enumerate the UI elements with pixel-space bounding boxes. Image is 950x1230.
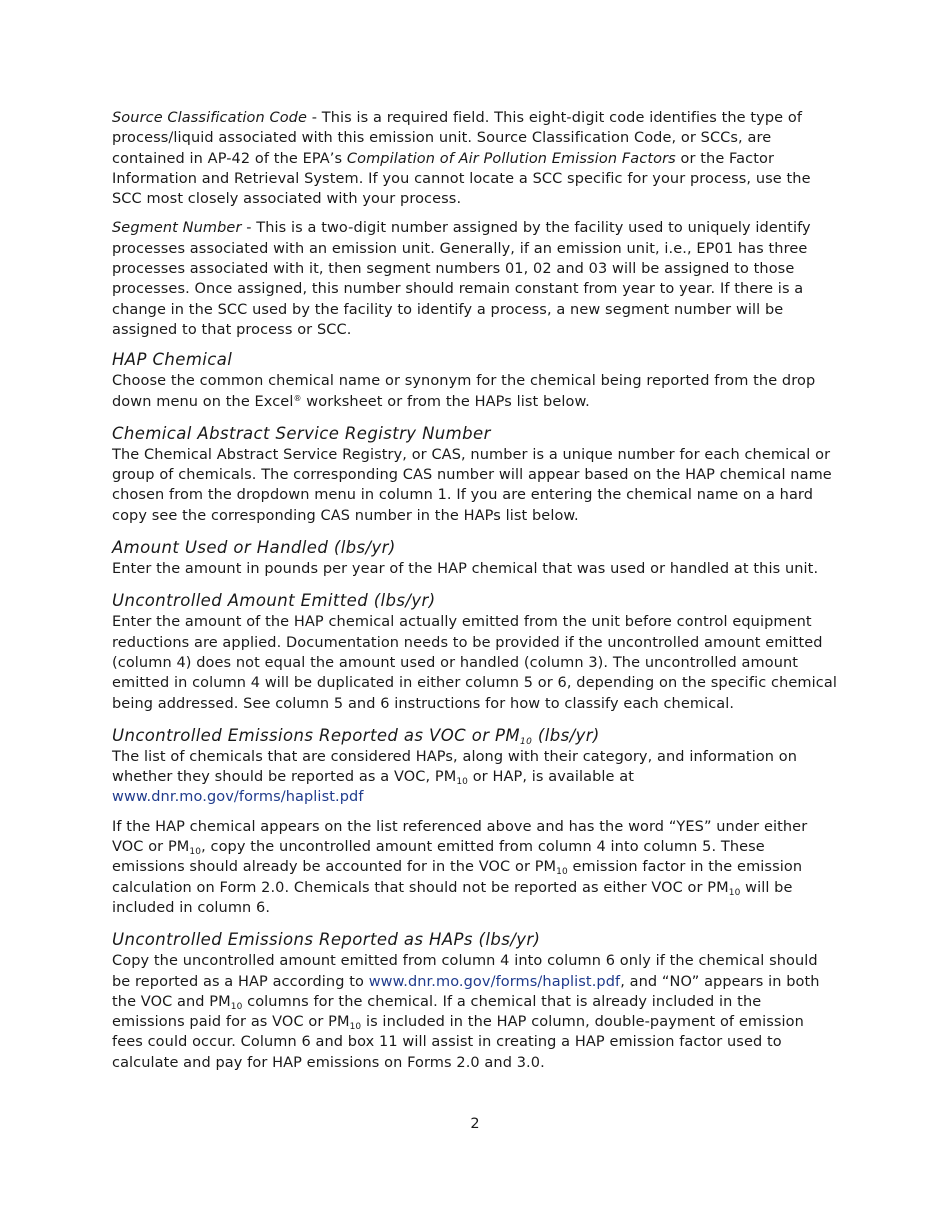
voc-text-2 [112,817,838,918]
haps-sub: 10 [230,1001,243,1012]
amount-text: Enter the amount in pounds per year of the HAP chemical that was used or handled at this unit. [112,561,819,578]
haplist-link-2[interactable]: www.dnr.mo.gov/forms/haplist.pdf [368,973,621,990]
voc-p2-c: emission factor in the emission calculation on Form 2.0. Chemicals that should not be reported as either VOC or PM [112,859,803,896]
voc-p1-sub: 10 [456,777,468,788]
haps-t1: Copy the uncontrolled amount emitted from column 4 into column 6 only if the chemical should be reported as a HAP according to [112,953,818,990]
haps-t4: is included in the HAP column, double-payment of emission fees could occur. Column 6 and box 11 will assist in creating a HAP emission factor used to calculate and pay for HAP emissions on Forms 2.0 and 3.0. [112,1014,804,1071]
segment-paragraph [112,218,838,340]
hap-chemical-heading: HAP Chemical [112,350,233,370]
hap-text-1: Choose the common chemical name or synonym for the chemical being reported from the drop down menu on the Excel [112,373,816,410]
amount-section [112,537,838,579]
amount-heading: Amount Used or Handled (lbs/yr) [112,538,396,558]
haps-t2: , and “NO” appears in both the VOC and PM [112,973,820,1010]
haps-heading: Uncontrolled Emissions Reported as HAPs (lbs/yr) [112,930,541,950]
scc-text-2: or the Factor Information and Retrieval System. If you cannot locate a SCC specific for your process, use the SCC most closely associated with your process. [112,150,811,208]
segment-term: Segment Number [112,220,242,237]
voc-p1-a: The list of chemicals that are considered HAPs, along with their category, and information on whether they should be reported as a VOC, PM [112,748,798,786]
segment-text: - This is a two-digit number assigned by the facility used to uniquely identify processes associated with an emission unit. Generally, if an emission unit, i.e., EP01 has three processes associated with it, then segment numbers 01, 02 and 03 will be assigned to those processes. Once assigned, this number should remain constant from year to year. If there is a change in the SCC used by the facility to identify a process, a new segment number will be assigned to that process or SCC. [112,220,811,338]
haplist-link[interactable]: www.dnr.mo.gov/forms/haplist.pdf [112,789,364,806]
haps-section [112,929,838,1073]
uncontrolled-heading: Uncontrolled Amount Emitted (lbs/yr) [112,591,436,611]
voc-heading [112,725,838,746]
voc-heading-sub: 10 [520,736,533,747]
voc-p2-b: , copy the uncontrolled amount emitted from column 4 into column 5. These emissions should already be accounted for in the VOC or PM [112,839,765,876]
voc-section [112,725,838,918]
voc-p2-sub3: 10 [728,887,741,898]
haps-t3: columns for the chemical. If a chemical that is already included in the emissions paid for as VOC or PM [112,993,762,1031]
hap-text-2: worksheet or from the HAPs list below. [301,393,590,410]
voc-p2-a: If the HAP chemical appears on the list referenced above and has the word “YES” under either VOC or PM [112,818,808,856]
scc-text-1: - This is a required field. This eight-digit code identifies the type of process/liquid associated with this emission unit. Source Classification Code, or SCCs, are contained in AP-42 of the EPA’s [112,110,803,167]
voc-p2-sub2: 10 [556,867,568,878]
voc-p2-sub1: 10 [189,847,202,858]
uncontrolled-text: Enter the amount of the HAP chemical actually emitted from the unit before control equipment reductions are applied. Documentation needs to be provided if the uncontrolled amount emitted (column 4) does not equal the amount used or handled (column 3). The uncontrolled amount emitted in column 4 will be duplicated in either column 5 or 6, depending on the specific chemical being addressed. See column 5 and 6 instructions for how to classify each chemical. [112,614,837,712]
hap-chemical-text [112,371,838,412]
cas-text: The Chemical Abstract Service Registry, or CAS, number is a unique number for each chemical or group of chemicals. The corresponding CAS number will appear based on the HAP chemical name chosen from the dropdown menu in column 1. If you are entering the chemical name on a hard copy see the corresponding CAS number in the HAPs list below. [112,446,832,524]
uncontrolled-section [112,590,838,713]
voc-p2-d: will be included in column 6. [112,879,793,916]
cas-heading: Chemical Abstract Service Registry Number [112,423,491,443]
voc-text-1 [112,747,838,808]
registered-mark: ® [293,393,302,403]
scc-compilation-title: Compilation of Air Pollution Emission Factors [346,150,676,167]
scc-term: Source Classification Code [112,110,308,126]
voc-p1-b: or HAP, is available at [468,769,635,786]
hap-chemical-section [112,349,838,412]
page-number: 2 [470,1116,480,1132]
haps-sub2: 10 [349,1022,362,1033]
haps-text [112,951,838,1073]
voc-heading-b: (lbs/yr) [532,725,600,745]
scc-paragraph [112,108,838,209]
document-body [112,108,838,1084]
cas-section [112,423,838,526]
voc-heading-a: Uncontrolled Emissions Reported as VOC or PM [112,725,521,745]
